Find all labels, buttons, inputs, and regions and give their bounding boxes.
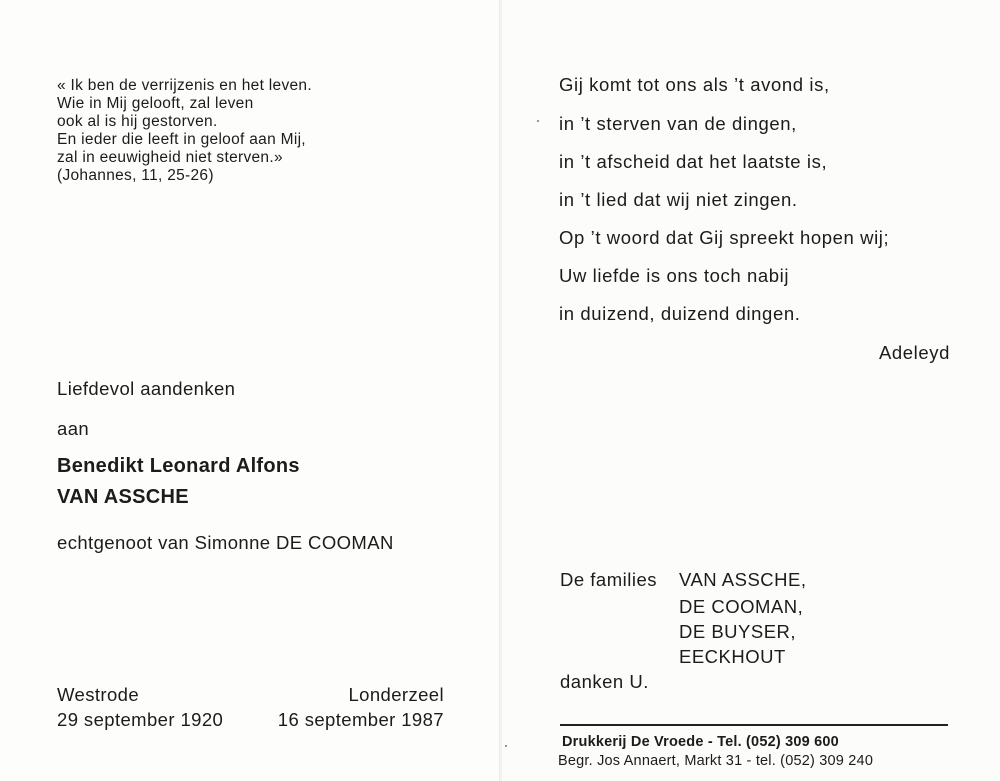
deceased-given-names: Benedikt Leonard Alfons [57,455,300,477]
quote-line: « Ik ben de verrijzenis en het leven. [57,77,312,94]
printer-line: Drukkerij De Vroede - Tel. (052) 309 600 [562,734,839,750]
to-label: aan [57,418,90,439]
family-name: VAN ASSCHE, [679,569,807,590]
right-card-panel [502,0,1000,781]
poem-line: Gij komt tot ons als ’t avond is, [559,74,830,95]
birth-place: Westrode [57,684,140,705]
thanks-line: danken U. [560,671,649,692]
paper-speck [537,120,539,122]
quote-line: zal in eeuwigheid niet sterven.» [57,149,283,166]
death-place: Londerzeel [348,684,444,705]
poem-line: in ’t lied dat wij niet zingen. [559,189,798,210]
family-name: EECKHOUT [679,646,786,667]
quote-line: Wie in Mij gelooft, zal leven [57,95,254,112]
spouse-line: echtgenoot van Simonne DE COOMAN [57,532,394,553]
poem-line: Op ’t woord dat Gij spreekt hopen wij; [559,227,890,248]
quote-line: En ieder die leeft in geloof aan Mij, [57,131,306,148]
quote-line: ook al is hij gestorven. [57,113,218,130]
families-intro: De families [560,569,657,590]
family-name: DE BUYSER, [679,621,797,642]
printer-divider [560,724,948,726]
deceased-surname: VAN ASSCHE [57,486,189,508]
poem-author: Adeleyd [878,342,950,363]
quote-reference: (Johannes, 11, 25-26) [57,167,214,184]
poem-line: in ’t afscheid dat het laatste is, [559,151,828,172]
memorial-heading: Liefdevol aandenken [57,378,236,399]
family-name: DE COOMAN, [679,596,804,617]
birth-date: 29 september 1920 [57,709,224,730]
poem-line: Uw liefde is ons toch nabij [559,265,790,286]
poem-line: in duizend, duizend dingen. [559,303,801,324]
death-date: 16 september 1987 [277,709,444,730]
poem-line: in ’t sterven van de dingen, [559,113,797,134]
undertaker-line: Begr. Jos Annaert, Markt 31 - tel. (052) 309 240 [558,753,874,769]
paper-speck [505,745,507,747]
